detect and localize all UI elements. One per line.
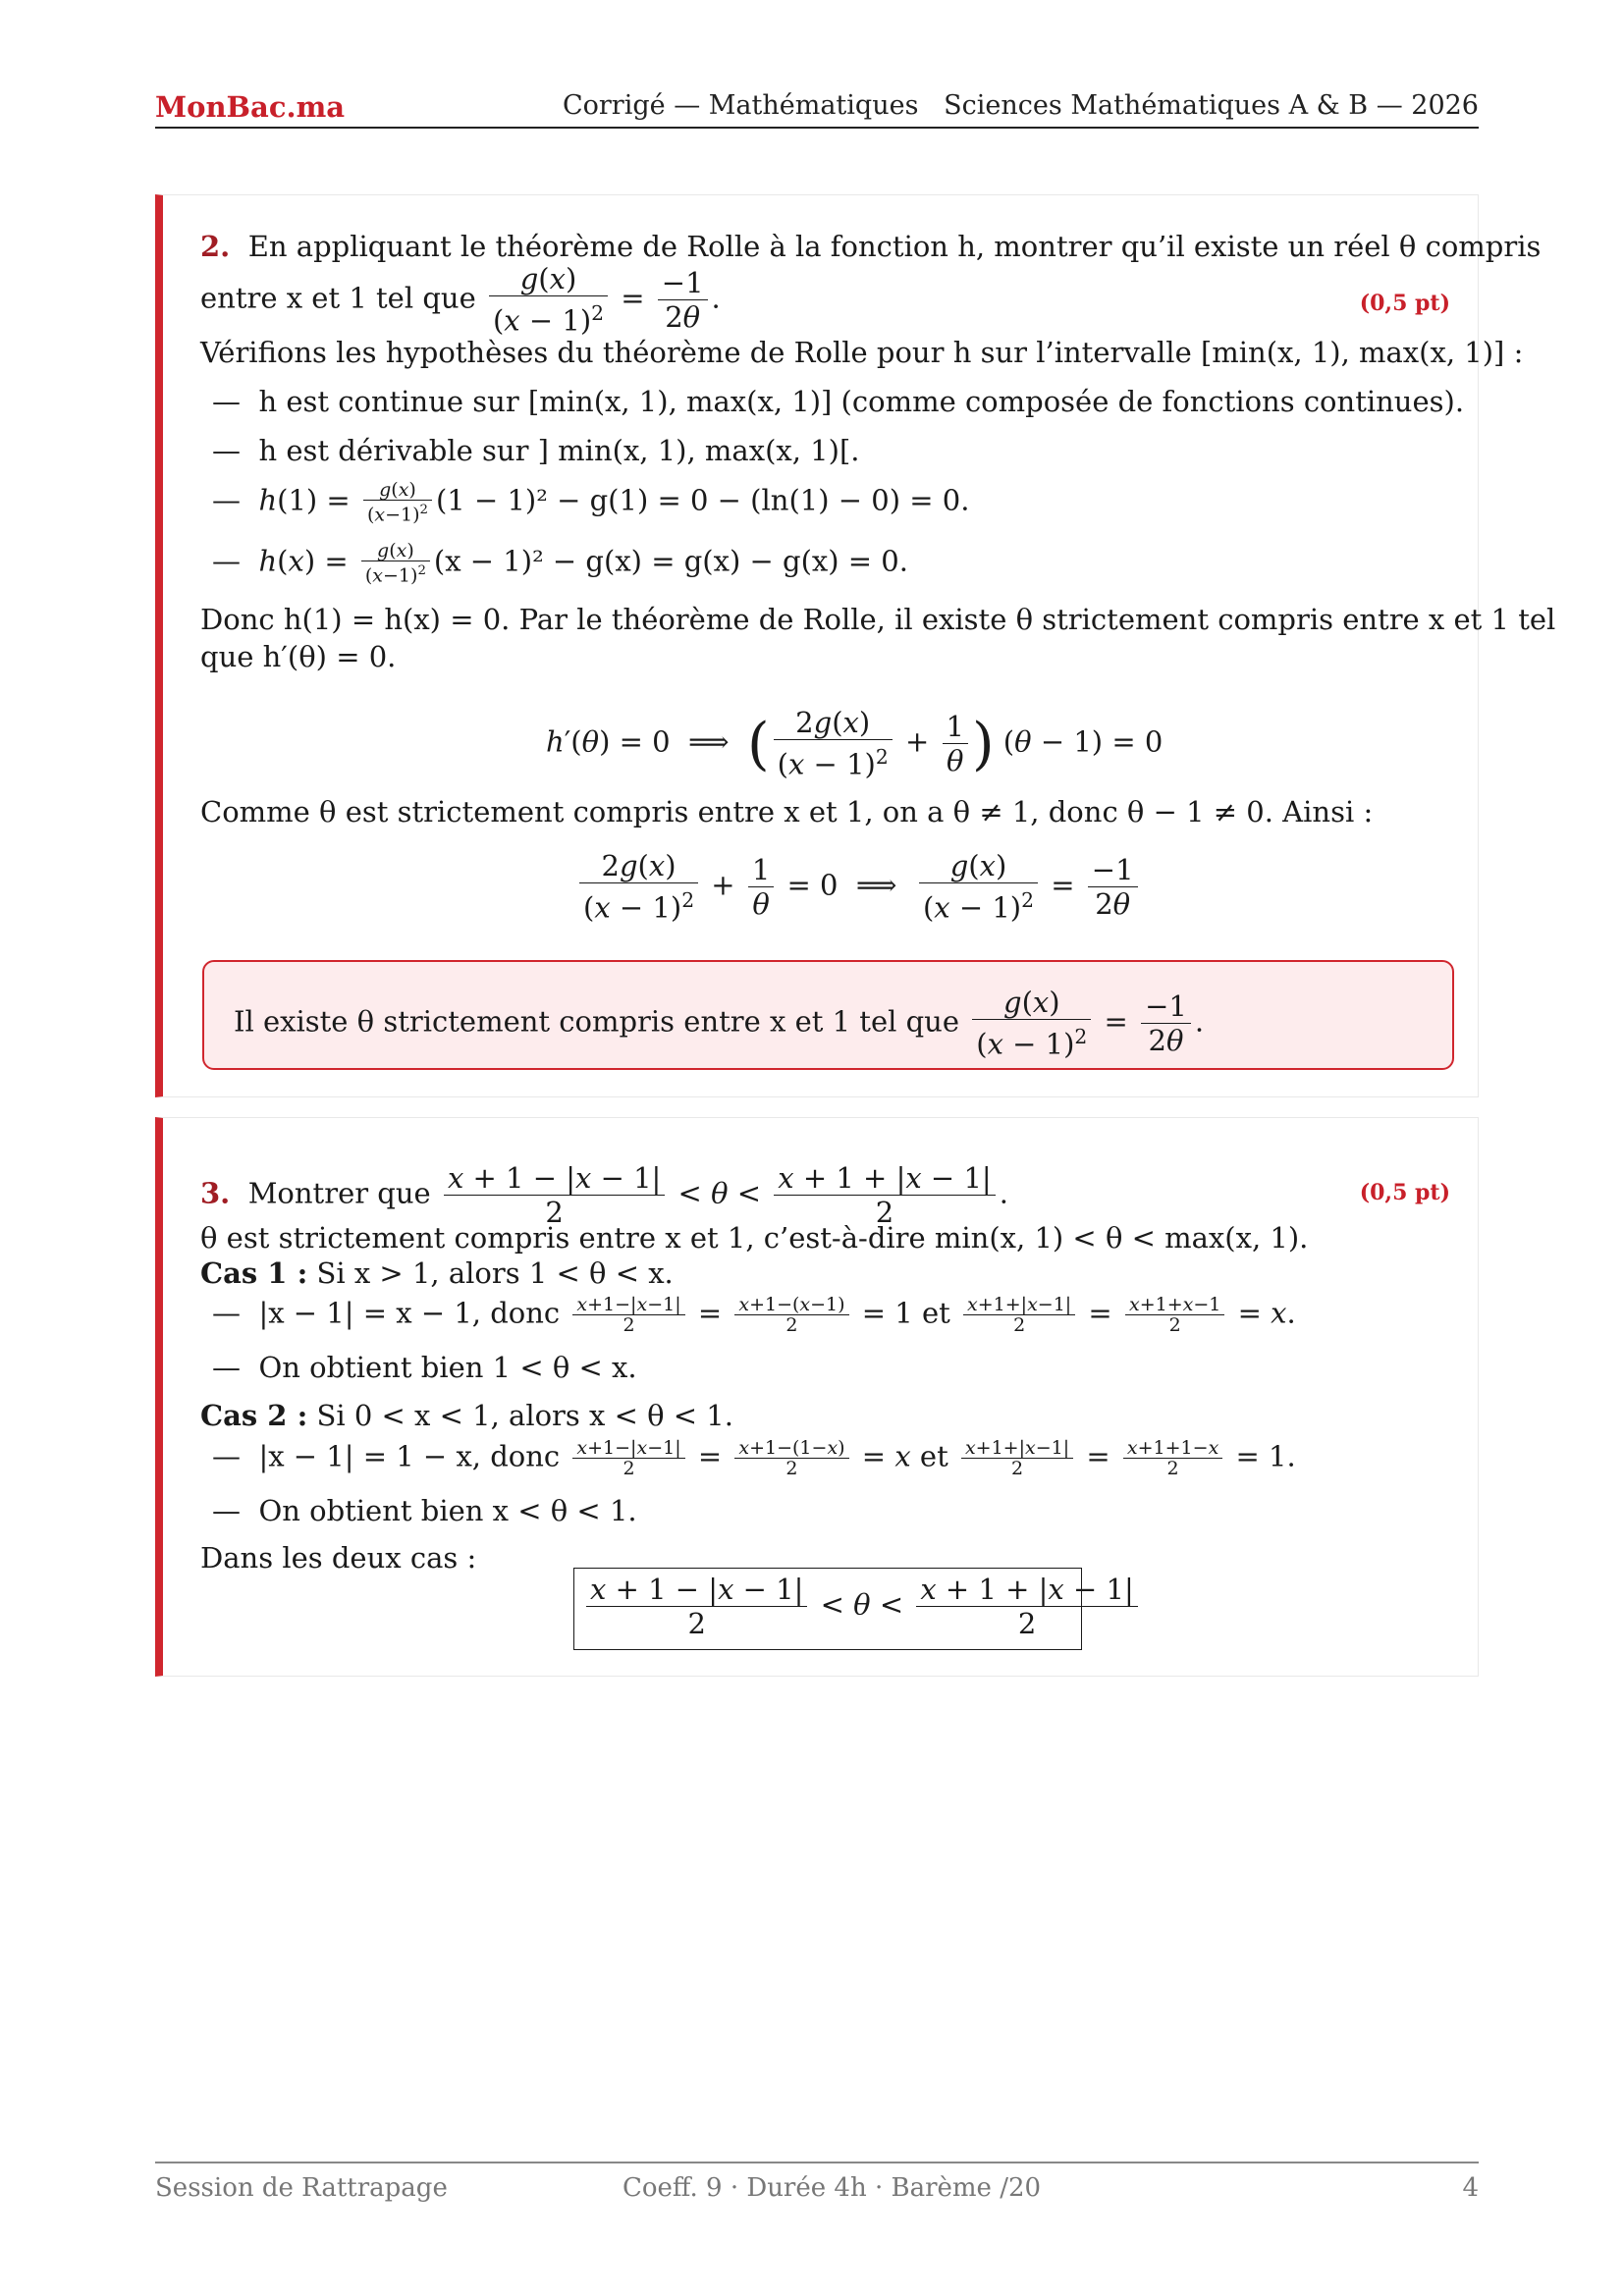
footer-info: Coeff. 9 · Durée 4h · Barème /20 bbox=[623, 2173, 1042, 2203]
q2-result: Il existe θ strictement compris entre x et 1 tel que $\frac{g(x)}{(x - 1)^2}$ = $\frac{-1}{2\theta}$ . bbox=[234, 986, 1205, 1061]
q2-bullet-1: — h est continue sur [min(x, 1), max(x, 1)] (comme composée de fonctions continues). bbox=[212, 385, 1465, 418]
q2-target-fraction-right: $\frac{-1}{2\theta}$ bbox=[658, 266, 708, 334]
q2-bullet-4: — h(x) = $\frac{g(x)}{(x-1)^2}$ (x − 1)² − g(x) = g(x) − g(x) = 0. bbox=[212, 540, 908, 587]
q2-statement-prefix: entre x et 1 tel que bbox=[200, 281, 476, 315]
q2-comme: Comme θ est strictement compris entre x et 1, on a θ ≠ 1, donc θ − 1 ≠ 0. Ainsi : bbox=[200, 795, 1374, 828]
question-3-box bbox=[155, 1117, 1479, 1677]
q3-cas2-bullet-2: — On obtient bien x < θ < 1. bbox=[212, 1494, 637, 1527]
footer-rule bbox=[155, 2162, 1479, 2163]
document-title: Corrigé — Mathématiques Sciences Mathématiques A & B — 2026 bbox=[562, 90, 1479, 121]
page-number: 4 bbox=[1462, 2173, 1479, 2203]
q2-number: 2. bbox=[200, 230, 231, 263]
q2-equation-final: $\frac{2g(x)}{(x - 1)^2}$ + $\frac{1}{\theta}$ = 0 ⟹ $\frac{g(x)}{(x - 1)^2}$ = $\frac{-1}{2\theta}$ bbox=[575, 849, 1142, 925]
q2-statement-line1 bbox=[200, 229, 1541, 264]
q2-intro: Vérifions les hypothèses du théorème de Rolle pour h sur l’intervalle [min(x, 1), max(x, 1)] : bbox=[200, 336, 1524, 369]
q2-equation-derivative: h′(θ) = 0 ⟹ ( $\frac{2g(x)}{(x - 1)^2}$ + $\frac{1}{\theta}$ ) (θ − 1) = 0 bbox=[546, 706, 1164, 781]
q2-donc-line1: Donc h(1) = h(x) = 0. Par le théorème de Rolle, il existe θ strictement compris entre x et 1 tel bbox=[200, 603, 1556, 636]
q3-number: 3. bbox=[200, 1176, 231, 1210]
q3-conclusion: Dans les deux cas : bbox=[200, 1541, 477, 1575]
q3-cas1-bullet-1: — |x − 1| = x − 1, donc $\frac{x+1-|x-1|}{2}$ = $\frac{x+1-(x-1)}{2}$ = 1 et $\frac{x+1+|x-1|}{2}$ = $\frac{x+1+x-1}{2}$ = x. bbox=[212, 1294, 1296, 1336]
q3-cas1: Cas 1 : Si x > 1, alors 1 < θ < x. bbox=[200, 1256, 674, 1290]
q2-statement-line2: entre x et 1 tel que $\frac{g(x)}{(x - 1)^2}$ = $\frac{-1}{2\theta}$ . bbox=[200, 262, 721, 338]
brand-logo: MonBac.ma bbox=[155, 90, 346, 124]
q2-donc-line2: que h′(θ) = 0. bbox=[200, 640, 397, 673]
header-rule bbox=[155, 127, 1479, 129]
q2-result-box bbox=[202, 960, 1454, 1070]
q3-cas2: Cas 2 : Si 0 < x < 1, alors x < θ < 1. bbox=[200, 1399, 733, 1432]
q3-statement-line: 3. Montrer que $\frac{x + 1 - |x - 1|}{2}$ < θ < $\frac{x + 1 + |x - 1|}{2}$ . bbox=[200, 1161, 1008, 1229]
q3-cas1-bullet-2: — On obtient bien 1 < θ < x. bbox=[212, 1351, 637, 1384]
q2-target-fraction-left: $\frac{g(x)}{(x - 1)^2}$ bbox=[489, 262, 608, 338]
q3-final-boxed-result: $\frac{x + 1 - |x - 1|}{2}$ < θ < $\frac{x + 1 + |x - 1|}{2}$ bbox=[573, 1568, 1082, 1650]
q3-statement: Montrer que bbox=[247, 1176, 431, 1210]
q2-bullet-2: — h est dérivable sur ] min(x, 1), max(x, 1)[. bbox=[212, 434, 860, 467]
q3-points: (0,5 pt) bbox=[1359, 1180, 1450, 1205]
footer-session: Session de Rattrapage bbox=[155, 2173, 448, 2203]
q3-cas2-bullet-1: — |x − 1| = 1 − x, donc $\frac{x+1-|x-1|}{2}$ = $\frac{x+1-(1-x)}{2}$ = x et $\frac{x+1+|x-1|}{2}$ = $\frac{x+1+1-x}{2}$ = 1. bbox=[212, 1437, 1296, 1479]
question-2-box bbox=[155, 194, 1556, 1097]
q3-intro: θ est strictement compris entre x et 1, c’est-à-dire min(x, 1) < θ < max(x, 1). bbox=[200, 1221, 1309, 1255]
q2-bullet-3: — h(1) = $\frac{g(x)}{(x-1)^2}$ (1 − 1)² − g(1) = 0 − (ln(1) − 0) = 0. bbox=[212, 479, 970, 526]
q2-points: (0,5 pt) bbox=[1359, 291, 1450, 316]
q2-statement: En appliquant le théorème de Rolle à la fonction h, montrer qu’il existe un réel θ compris bbox=[247, 230, 1542, 263]
